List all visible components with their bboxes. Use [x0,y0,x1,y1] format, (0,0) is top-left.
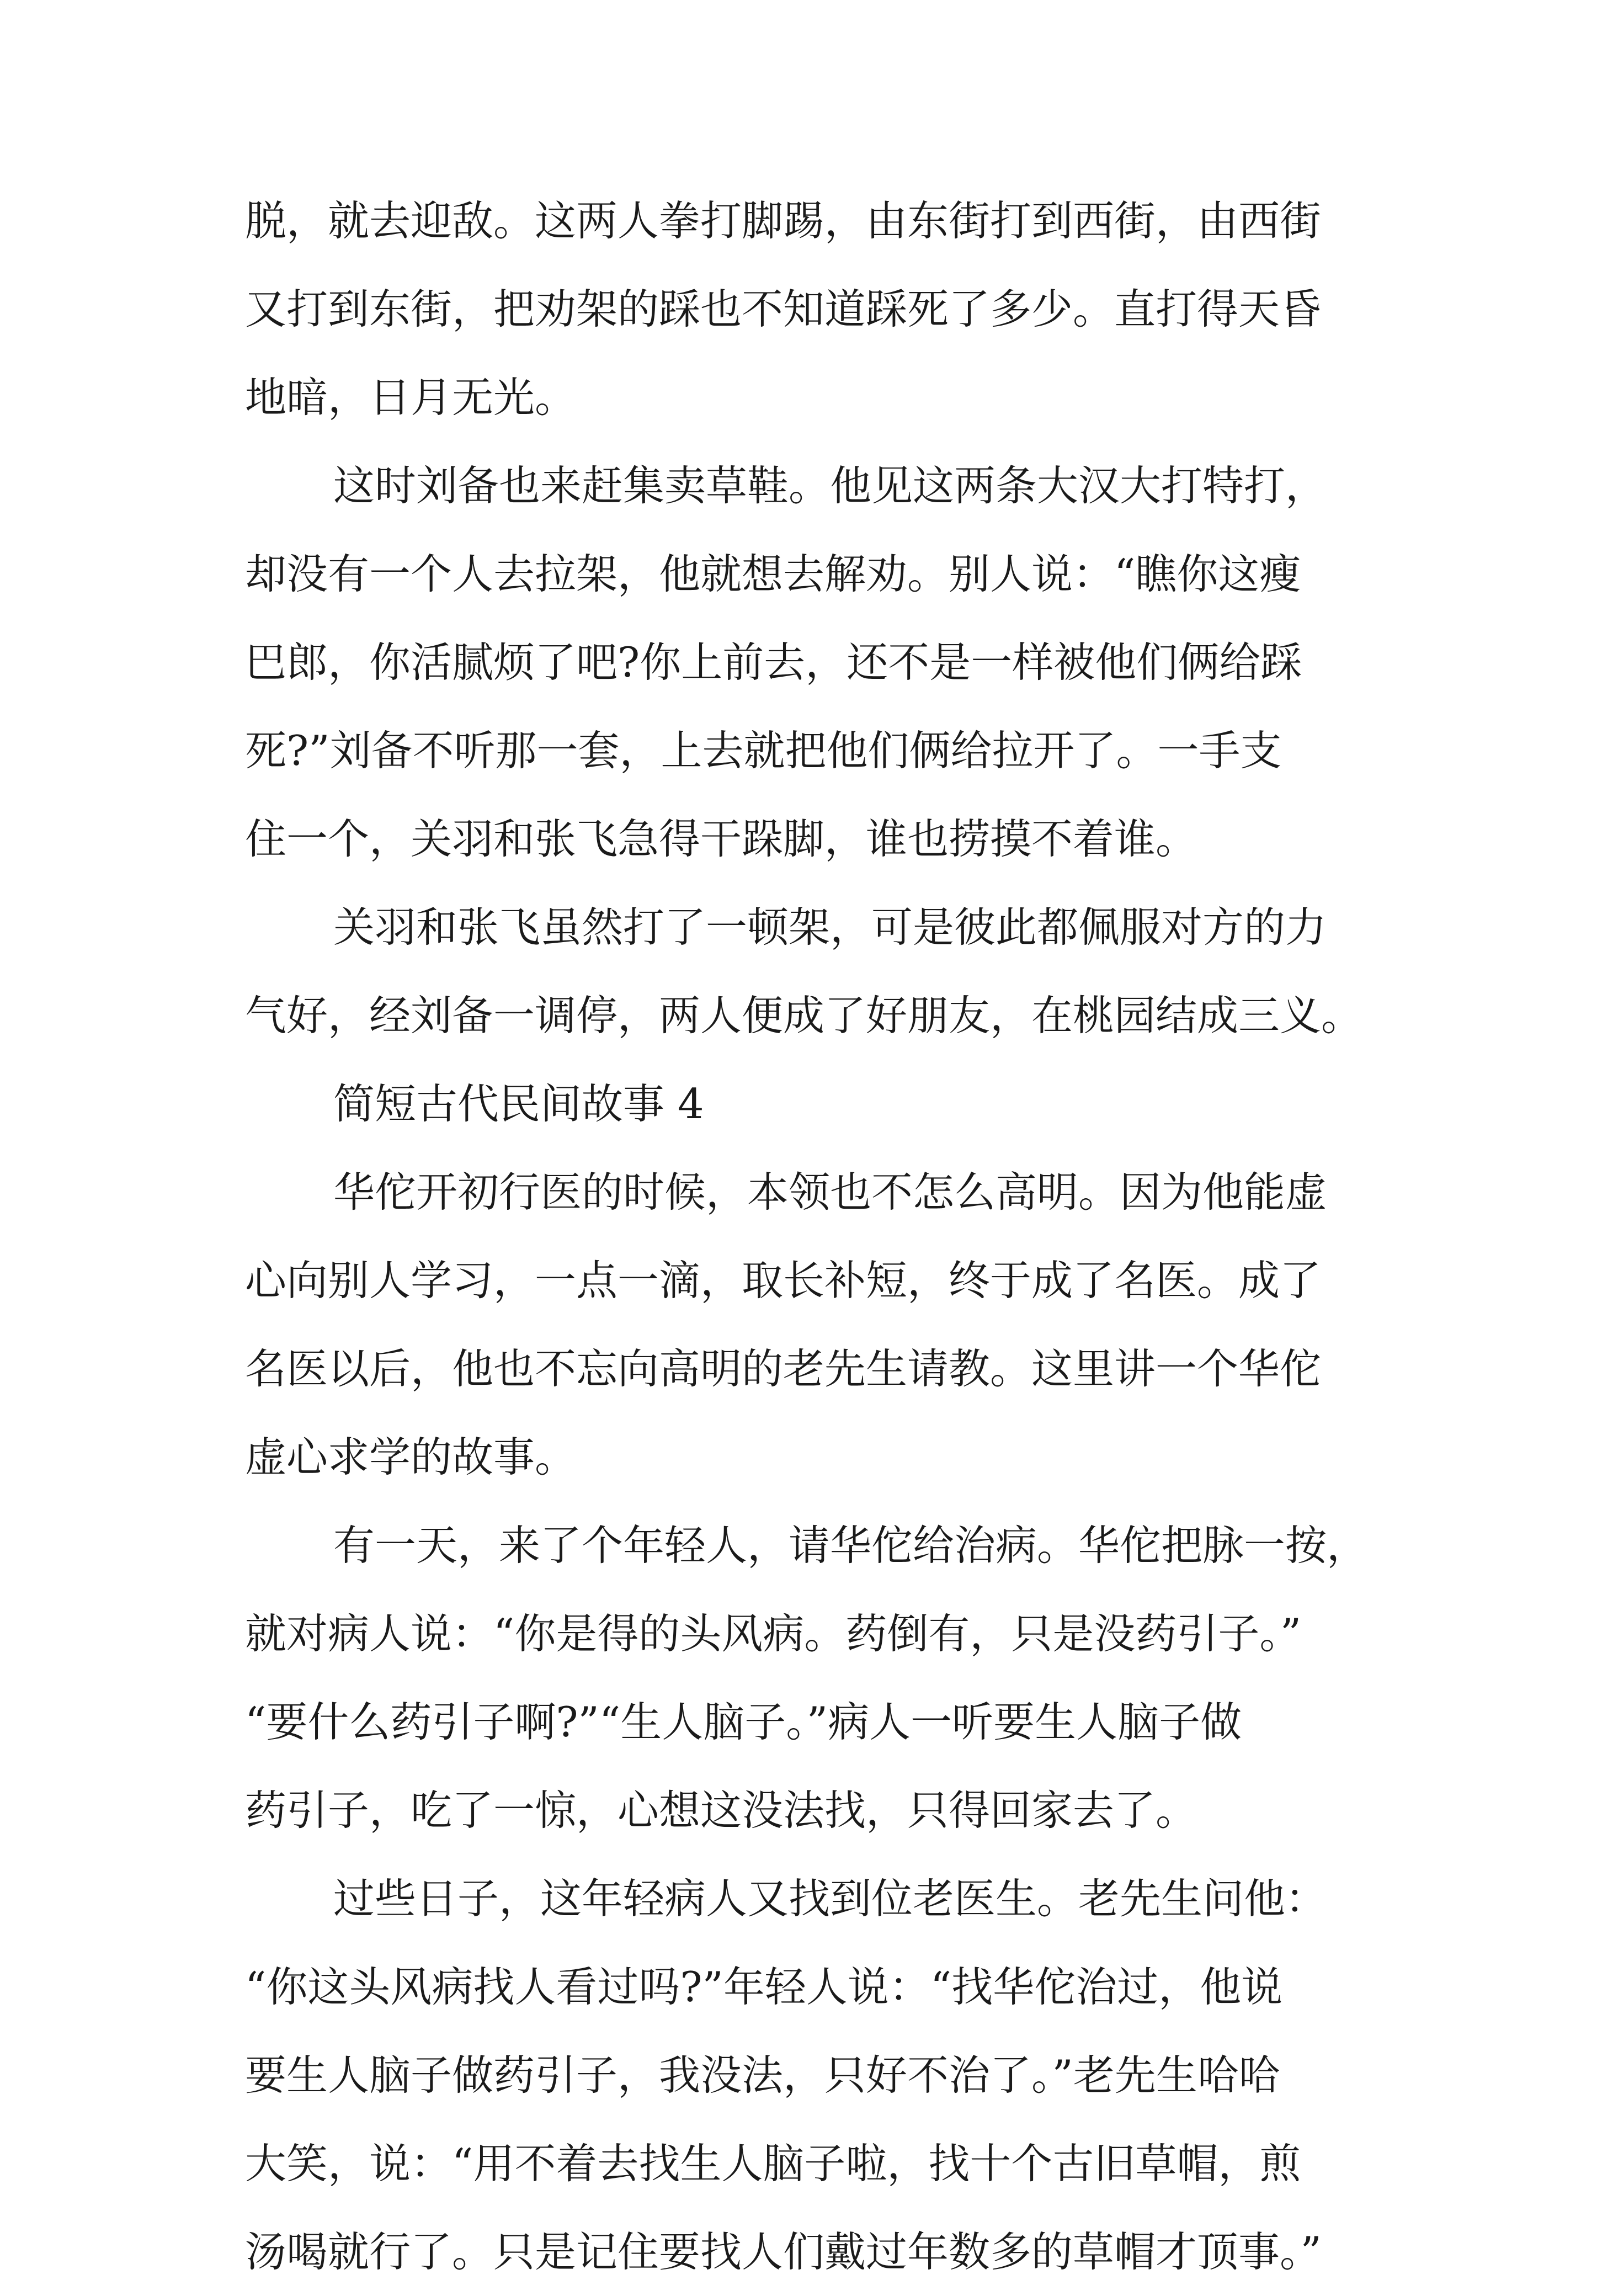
text-line: 心向别人学习，一点一滴，取长补短，终于成了名医。成了 [245,1256,1322,1305]
text-line: 药引子，吃了一惊，心想这没法找，只得回家去了。 [245,1786,1197,1835]
text-line: 住一个，关羽和张飞急得干跺脚，谁也捞摸不着谁。 [245,815,1197,863]
document-body [245,177,1369,2296]
text-line: 地暗，日月无光。 [245,373,577,422]
text-line: 这时刘备也来赶集卖草鞋。他见这两条大汉大打特打， [333,461,1327,510]
text-line: “要什么药引子啊?”“生人脑子。”病人一听要生人脑子做 [245,1698,1242,1746]
text-line: 简短古代民间故事 4 [333,1080,704,1128]
text-line: “你这头风病找人看过吗?”年轻人说：“找华佗治过，他说 [245,1963,1283,2011]
text-line: 过些日子，这年轻病人又找到位老医生。老先生问他： [333,1874,1327,1923]
text-line: 汤喝就行了。只是记住要找人们戴过年数多的草帽才顶事。” [245,2228,1322,2276]
text-line: 有一天，来了个年轻人，请华佗给治病。华佗把脉一按， [333,1521,1369,1570]
text-line: 虚心求学的故事。 [245,1433,577,1481]
text-line: 又打到东街，把劝架的踩也不知道踩死了多少。直打得天昏 [245,285,1322,333]
text-line: 却没有一个人去拉架，他就想去解劝。别人说：“瞧你这瘦 [245,550,1301,598]
text-line: 就对病人说：“你是得的头风病。药倒有，只是没药引子。” [245,1609,1302,1658]
text-line: 名医以后，他也不忘向高明的老先生请教。这里讲一个华佗 [245,1344,1322,1393]
text-line: 华佗开初行医的时候，本领也不怎么高明。因为他能虚 [333,1168,1327,1216]
text-line: 关羽和张飞虽然打了一顿架，可是彼此都佩服对方的力 [333,903,1327,952]
text-line: 大笑，说：“用不着去找生人脑子啦，找十个古旧草帽，煎 [245,2139,1301,2188]
text-line: 要生人脑子做药引子，我没法，只好不治了。”老先生哈哈 [245,2051,1280,2100]
text-line: 巴郎，你活腻烦了吧?你上前去，还不是一样被他们俩给踩 [245,638,1302,687]
text-line: 脱，就去迎敌。这两人拳打脚踢，由东街打到西街，由西街 [245,196,1322,245]
text-line: 气好，经刘备一调停，两人便成了好朋友，在桃园结成三义。 [245,991,1363,1040]
text-line: 死?”刘备不听那一套，上去就把他们俩给拉开了。一手支 [245,726,1282,775]
